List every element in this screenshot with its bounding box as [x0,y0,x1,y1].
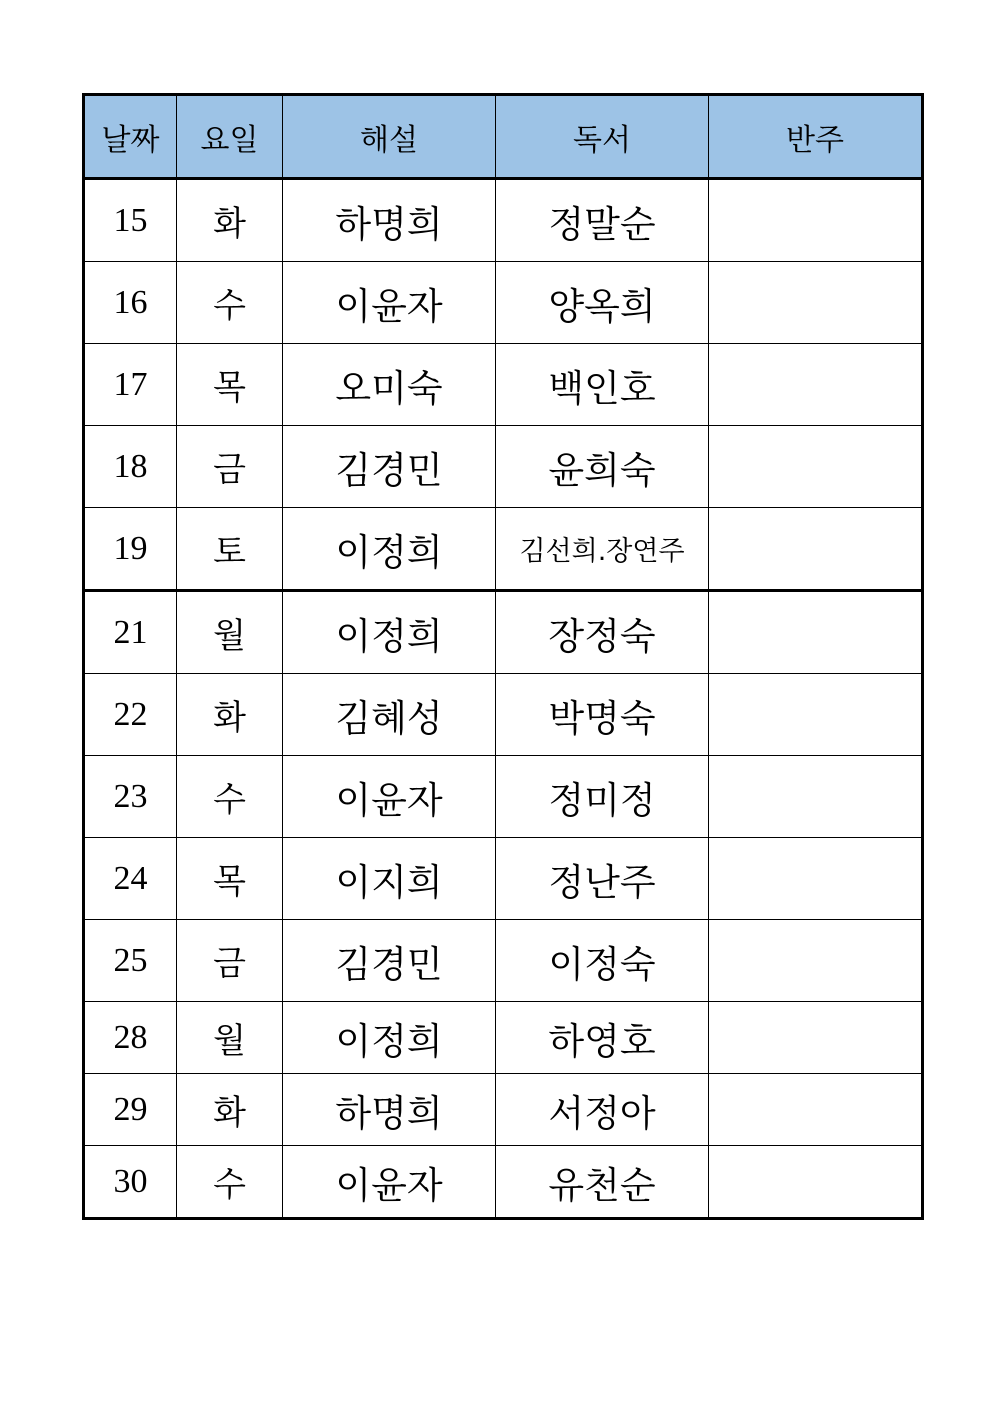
cell-day: 수 [177,262,283,344]
cell-accompaniment [709,1074,923,1146]
cell-commentary: 오미숙 [283,344,496,426]
table-row [84,344,923,426]
table-row [84,1002,923,1074]
cell-date: 16 [84,262,177,344]
table-row [84,426,923,508]
cell-day: 화 [177,179,283,262]
cell-commentary: 하명희 [283,1074,496,1146]
table-row [84,920,923,1002]
cell-reading: 서정아 [496,1074,709,1146]
table-row [84,262,923,344]
header-row [84,95,923,179]
cell-accompaniment [709,920,923,1002]
cell-reading: 정난주 [496,838,709,920]
cell-reading: 장정숙 [496,591,709,674]
cell-day: 금 [177,426,283,508]
cell-day: 화 [177,674,283,756]
cell-reading: 하영호 [496,1002,709,1074]
cell-accompaniment [709,756,923,838]
cell-date: 17 [84,344,177,426]
cell-commentary: 하명희 [283,179,496,262]
schedule-table [82,93,924,1220]
cell-accompaniment [709,674,923,756]
cell-commentary: 이윤자 [283,262,496,344]
cell-day: 목 [177,838,283,920]
header-date: 날짜 [84,95,177,179]
cell-commentary: 이정희 [283,508,496,591]
header-reading: 독서 [496,95,709,179]
cell-date: 19 [84,508,177,591]
cell-commentary: 김경민 [283,920,496,1002]
cell-day: 목 [177,344,283,426]
cell-commentary: 이정희 [283,591,496,674]
cell-reading: 정미정 [496,756,709,838]
cell-accompaniment [709,1002,923,1074]
cell-accompaniment [709,1146,923,1219]
cell-accompaniment [709,508,923,591]
cell-reading: 유천순 [496,1146,709,1219]
cell-day: 수 [177,756,283,838]
cell-accompaniment [709,838,923,920]
cell-date: 15 [84,179,177,262]
cell-accompaniment [709,591,923,674]
cell-day: 화 [177,1074,283,1146]
cell-day: 토 [177,508,283,591]
header-accompaniment: 반주 [709,95,923,179]
cell-date: 28 [84,1002,177,1074]
table-row [84,1074,923,1146]
cell-date: 23 [84,756,177,838]
cell-day: 금 [177,920,283,1002]
schedule-table-container [82,93,921,1220]
cell-day: 월 [177,1002,283,1074]
table-row [84,1146,923,1219]
cell-commentary: 이윤자 [283,1146,496,1219]
cell-day: 수 [177,1146,283,1219]
cell-day: 월 [177,591,283,674]
cell-commentary: 이윤자 [283,756,496,838]
table-row [84,838,923,920]
table-row [84,508,923,591]
cell-commentary: 김혜성 [283,674,496,756]
cell-reading: 박명숙 [496,674,709,756]
cell-date: 30 [84,1146,177,1219]
cell-accompaniment [709,426,923,508]
table-row [84,179,923,262]
cell-reading: 윤희숙 [496,426,709,508]
cell-date: 21 [84,591,177,674]
cell-reading: 이정숙 [496,920,709,1002]
header-commentary: 해설 [283,95,496,179]
cell-date: 24 [84,838,177,920]
cell-reading: 김선희.장연주 [496,508,709,591]
table-row [84,591,923,674]
cell-commentary: 이지희 [283,838,496,920]
header-day: 요일 [177,95,283,179]
cell-commentary: 김경민 [283,426,496,508]
cell-accompaniment [709,344,923,426]
cell-reading: 백인호 [496,344,709,426]
cell-reading: 양옥희 [496,262,709,344]
cell-reading: 정말순 [496,179,709,262]
table-row [84,674,923,756]
cell-date: 22 [84,674,177,756]
cell-commentary: 이정희 [283,1002,496,1074]
cell-accompaniment [709,262,923,344]
cell-date: 18 [84,426,177,508]
cell-date: 29 [84,1074,177,1146]
cell-date: 25 [84,920,177,1002]
cell-accompaniment [709,179,923,262]
table-row [84,756,923,838]
